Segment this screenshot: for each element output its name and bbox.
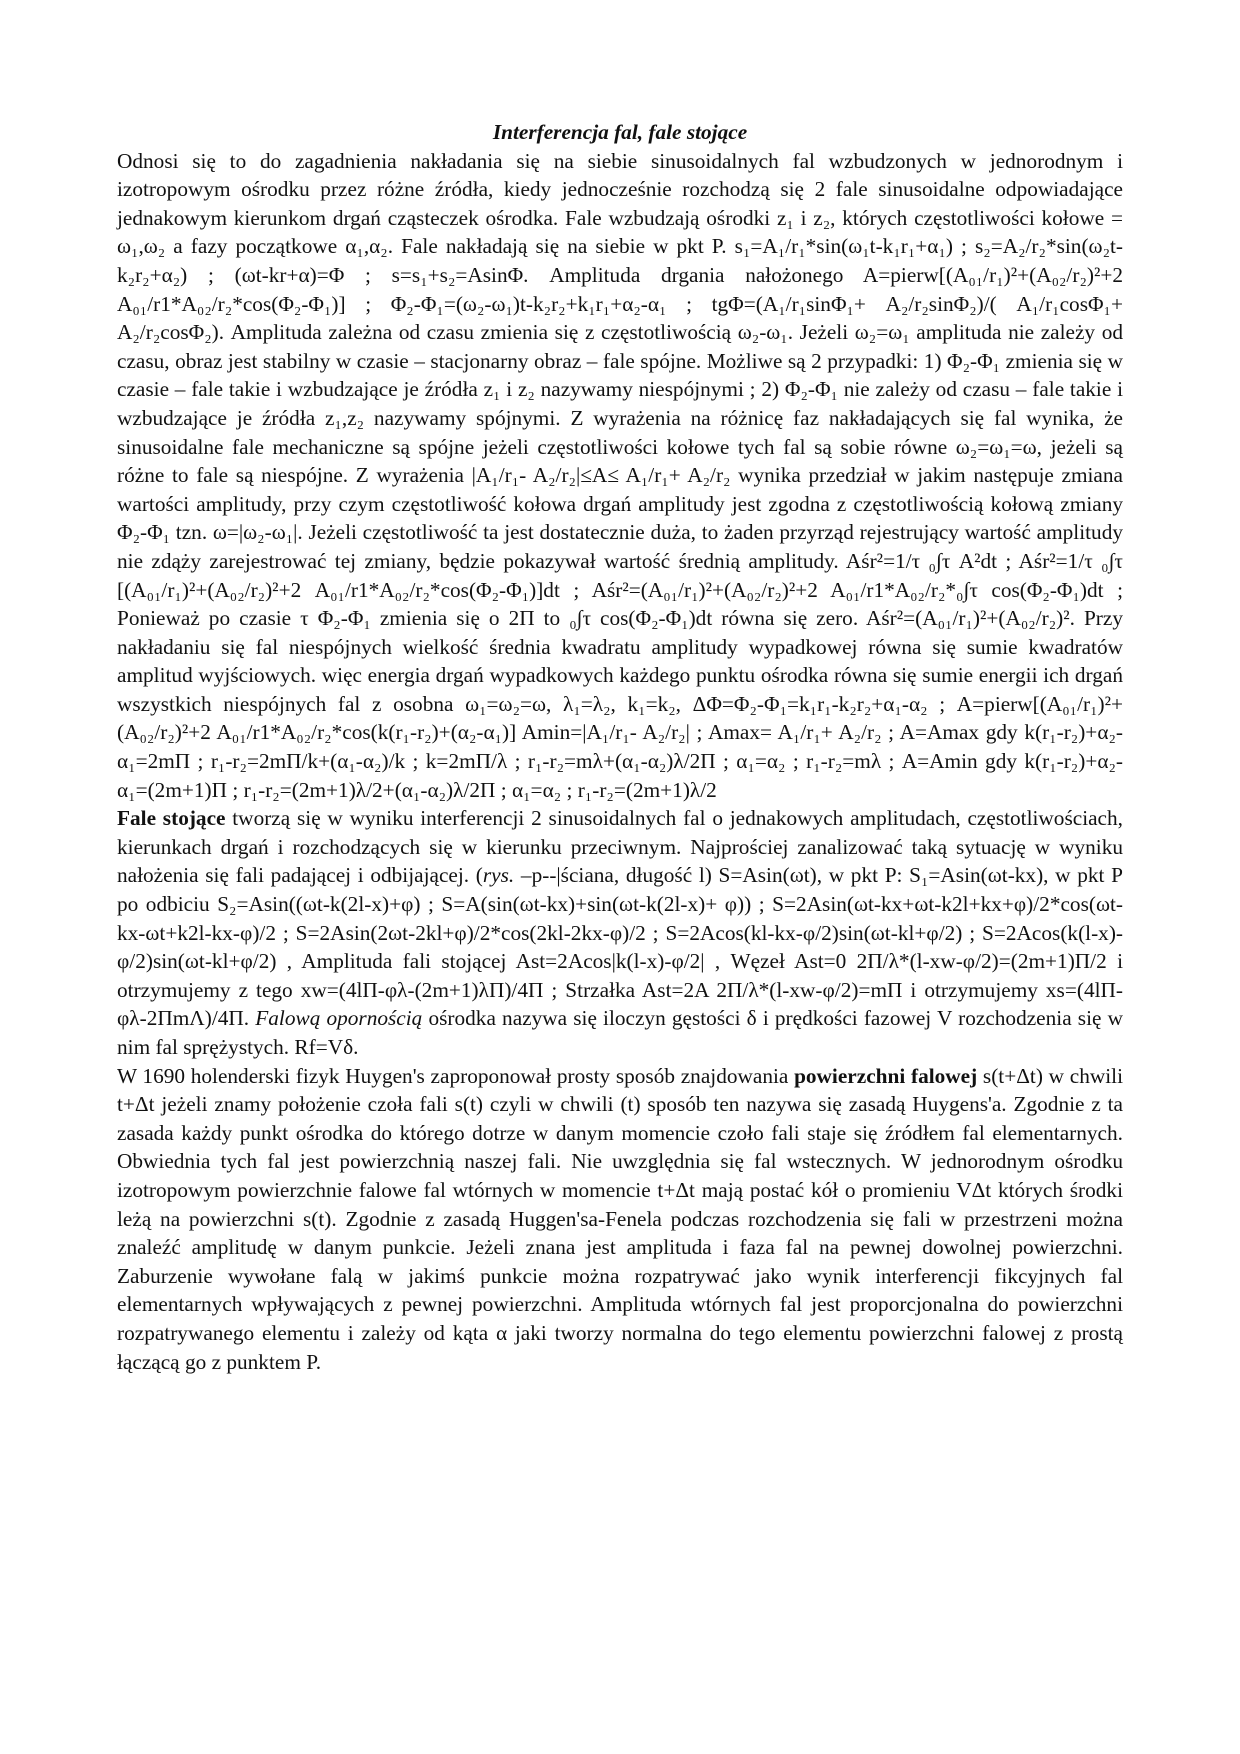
paragraph-standing-waves xyxy=(117,804,1123,1061)
wave-impedance-term: Falową opornością xyxy=(255,1006,423,1031)
huygens-text-b: s(t+Δt) w chwili t+Δt jeżeli znamy położenie czoła fali s(t) czyli w chwili (t) sposób ten nazywa się zasadą Huygens'a. Zgodnie z ta zasada każdy punkt ośrodka do którego dotrze w danym momencie czoło fali staje się źródłem fal elementarnych. Obwiednia tych fal jest powierzchnią naszej fali. Nie uwzględnia się fal wstecznych. W jednorodnym ośrodku izotropowym powierzchnie falowe fal wtórnych w momencie t+Δt mają postać kół o promieniu VΔt których środki leżą na powierzchni s(t). Zgodnie z zasadą Huggen'sa-Fenela podczas rozchodzenia się fali w przestrzeni można znaleźć amplitudę w danym punkcie. Jeżeli znana jest amplituda i faza fal na pewnej dowolnej powierzchni. Zaburzenie wywołane falą w jakimś punkcie można rozpatrywać jako wynik interferencji fikcyjnych fal elementarnych wpływających z pewnej powierzchni. Amplituda wtórnych fal jest proporcjonalna do powierzchni rozpatrywanego elementu i zależy od kąta α jaki tworzy normalna do tego elementu powierzchni falowej z prostą łączącą go z punktem P. xyxy=(117,1063,1123,1374)
wave-surface-term: powierzchni falowej xyxy=(794,1063,978,1088)
standing-waves-text-b: –p--|ściana, długość l) S=Asin(ωt), w pkt P: S₁=Asin(ωt-kx), w pkt P po odbiciu S₂=Asin((ωt-k(2l-x)+φ) ; S=A(sin(ωt-kx)+sin(ωt-k(2l-x)+ φ)) ; S=2Asin(ωt-kx+ωt-k2l+kx+φ)/2*cos(ωt-kx-ωt+k2l-kx-φ)/2 ; S=2Asin(2ωt-2kl+φ)/2*cos(2kl-2kx-φ)/2 ; S=2Acos(kl-kx-φ/2)sin(ωt-kl+φ/2) ; S=2Acos(k(l-x)-φ/2)sin(ωt-kl+φ/2) , Amplituda fali stojącej Ast=2Acos|k(l-x)-φ/2| , Węzeł Ast=0 2Π/λ*(l-xw-φ/2)=(2m+1)Π/2 i otrzymujemy z tego xw=(4lΠ-φλ-(2m+1)λΠ)/4Π ; Strzałka Ast=2A 2Π/λ*(l-xw-φ/2)=mΠ i otrzymujemy xs=(4lΠ-φλ-2ΠmΛ)/4Π. xyxy=(117,863,1123,1031)
paragraph-huygens xyxy=(117,1062,1123,1377)
standing-waves-text-c: ośrodka nazywa się iloczyn gęstości δ i prędkości fazowej V rozchodzenia się w nim fal sprężystych. Rf=Vδ. xyxy=(117,1006,1123,1059)
document-page xyxy=(117,118,1123,1376)
standing-waves-text-a: tworzą się w wyniku interferencji 2 sinusoidalnych fal o jednakowych amplitudach, częstotliwościach, kierunkach drgań i rozchodzących się w kierunku przeciwnym. Najprościej zanalizować taką sytuację w wyniku nałożenia się fali padającej i odbijającej. ( xyxy=(117,806,1123,888)
paragraph-interference: Odnosi się to do zagadnienia nakładania się na siebie sinusoidalnych fal wzbudzonych w jednorodnym i izotropowym ośrodku przez różne źródła, kiedy jednocześnie rozchodzą się 2 fale sinusoidalne odpowiadające jednakowym kierunkom drgań cząsteczek ośrodka. Fale wzbudzają ośrodki z₁ i z₂, których częstotliwości kołowe = ω₁,ω₂ a fazy początkowe α₁,α₂. Fale nakładają się na siebie w pkt P. s₁=A₁/r₁*sin(ω₁t-k₁r₁+α₁) ; s₂=A₂/r₂*sin(ω₂t-k₂r₂+α₂) ; (ωt-kr+α)=Φ ; s=s₁+s₂=AsinΦ. Amplituda drgania nałożonego A=pierw[(A₀₁/r₁)²+(A₀₂/r₂)²+2 A₀₁/r1*A₀₂/r₂*cos(Φ₂-Φ₁)] ; Φ₂-Φ₁=(ω₂-ω₁)t-k₂r₂+k₁r₁+α₂-α₁ ; tgΦ=(A₁/r₁sinΦ₁+ A₂/r₂sinΦ₂)/( A₁/r₁cosΦ₁+ A₂/r₂cosΦ₂). Amplituda zależna od czasu zmienia się z częstotliwością ω₂-ω₁. Jeżeli ω₂=ω₁ amplituda nie zależy od czasu, obraz jest stabilny w czasie – stacjonarny obraz – fale spójne. Możliwe są 2 przypadki: 1) Φ₂-Φ₁ zmienia się w czasie – fale takie i wzbudzające je źródła z₁ i z₂ nazywamy niespójnymi ; 2) Φ₂-Φ₁ nie zależy od czasu – fale takie i wzbudzające je źródła z₁,z₂ nazywamy spójnymi. Z wyrażenia na różnicę faz nakładających się fal wynika, że sinusoidalne fale mechaniczne są spójne jeżeli częstotliwości kołowe tych fal są sobie równe ω₂=ω₁=ω, jeżeli są różne to fale są niespójne. Z wyrażenia |A₁/r₁- A₂/r₂|≤A≤ A₁/r₁+ A₂/r₂ wynika przedział w jakim następuje zmiana wartości amplitudy, przy czym częstotliwość kołowa drgań amplitudy jest zgodna z częstotliwością kołową zmiany Φ₂-Φ₁ tzn. ω=|ω₂-ω₁|. Jeżeli częstotliwość ta jest dostatecznie duża, to żaden przyrząd rejestrujący wartość amplitudy nie zdąży zarejestrować tej zmiany, będzie pokazywał wartość średnią amplitudy. Aśr²=1/τ ₀∫τ A²dt ; Aśr²=1/τ ₀∫τ [(A₀₁/r₁)²+(A₀₂/r₂)²+2 A₀₁/r1*A₀₂/r₂*cos(Φ₂-Φ₁)]dt ; Aśr²=(A₀₁/r₁)²+(A₀₂/r₂)²+2 A₀₁/r1*A₀₂/r₂*₀∫τ cos(Φ₂-Φ₁)dt ; Ponieważ po czasie τ Φ₂-Φ₁ zmienia się o 2Π to ₀∫τ cos(Φ₂-Φ₁)dt równa się zero. Aśr²=(A₀₁/r₁)²+(A₀₂/r₂)². Przy nakładaniu się fal niespójnych wielkość średnia kwadratu amplitudy wypadkowej równa się sumie kwadratów amplitud wyjściowych. więc energia drgań wypadkowych każdego punktu ośrodka równa się sumie energii ich drgań wszystkich niespójnych fal z osobna ω₁=ω₂=ω, λ₁=λ₂, k₁=k₂, ΔΦ=Φ₂-Φ₁=k₁r₁-k₂r₂+α₁-α₂ ; A=pierw[(A₀₁/r₁)²+(A₀₂/r₂)²+2 A₀₁/r1*A₀₂/r₂*cos(k(r₁-r₂)+(α₂-α₁)] Amin=|A₁/r₁- A₂/r₂| ; Amax= A₁/r₁+ A₂/r₂ ; A=Amax gdy k(r₁-r₂)+α₂-α₁=2mΠ ; r₁-r₂=2mΠ/k+(α₁-α₂)/k ; k=2mΠ/λ ; r₁-r₂=mλ+(α₁-α₂)λ/2Π ; α₁=α₂ ; r₁-r₂=mλ ; A=Amin gdy k(r₁-r₂)+α₂-α₁=(2m+1)Π ; r₁-r₂=(2m+1)λ/2+(α₁-α₂)λ/2Π ; α₁=α₂ ; r₁-r₂=(2m+1)λ/2 xyxy=(117,148,1123,802)
figure-reference: rys. xyxy=(482,863,515,888)
huygens-text-a: W 1690 holenderski fizyk Huygen's zaproponował prosty sposób znajdowania xyxy=(117,1063,795,1088)
document-title: Interferencja fal, fale stojące xyxy=(492,120,748,144)
standing-waves-term: Fale stojące xyxy=(117,806,226,831)
